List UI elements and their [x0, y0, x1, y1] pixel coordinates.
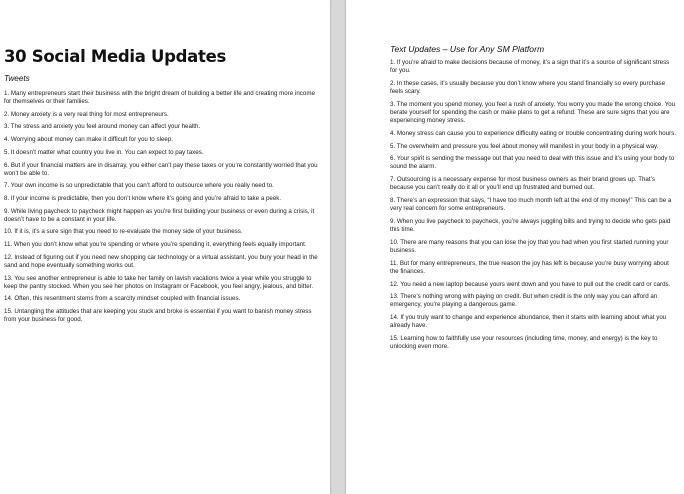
- list-item: 1. If you’re afraid to make decisions because of money, it’s a sign that it’s a source of significant stress for you.: [390, 59, 670, 75]
- list-item: 14. Often, this resentment stems from a scarcity mindset coupled with financial issues.: [4, 295, 241, 303]
- list-item: 6. But if your financial matters are in disarray, you either can’t pay these taxes or you’re constantly worried that you won’t be able to.: [4, 161, 318, 177]
- list-item: 14. If you truly want to change and experience abundance, then it starts with learning about what you already have.: [390, 314, 667, 330]
- list-item: 2. Money anxiety is a very real thing for most entrepreneurs.: [4, 110, 169, 118]
- document-page-right: [346, 0, 684, 494]
- document-title: 30 Social Media Updates: [4, 47, 227, 66]
- list-item: 12. Instead of figuring out if you need new shopping car technology or a virtual assistant, you bury your head in the sand and hope eventually something works out.: [4, 253, 318, 269]
- list-item: 9. While living paycheck to paycheck might happen as you’re first building your business or even during a crisis, it doesn’t have to be a constant in your life.: [4, 207, 315, 223]
- list-item: 8. If your income is predictable, then you don’t know where it’s going and you’re afraid to take a peek.: [4, 195, 282, 202]
- list-item: 4. Worrying about money can make it difficult for you to sleep.: [4, 136, 173, 144]
- tweets-list: [4, 90, 322, 324]
- list-item: 9. When you live paycheck to paycheck, you’re always juggling bills and trying to decide who gets paid this time.: [390, 217, 671, 233]
- list-item: 12. You need a new laptop because yours went down and you have to pull out the credit card or cards.: [390, 280, 671, 288]
- list-item: 7. Outsourcing is a necessary expense for most business owners as their brand grows up. That’s because you can’t really do it all or you’ll end up frustrated and burned out.: [390, 176, 655, 192]
- list-item: 15. Untangling the attitudes that are keeping you stuck and broke is essential if you want to banish money stress from your business for good.: [4, 308, 312, 324]
- text-updates-list: [390, 59, 678, 351]
- list-item: 10. If it is, it’s a sure sign that you need to re-evaluate the money side of your business.: [4, 228, 243, 236]
- list-item: 13. You see another entrepreneur is able to take her family on lavish vacations twice a year while you struggle to keep the pantry stocked. When you see her photos on Instagram or Facebook, you feel angry, jealous, and bitter.: [4, 274, 314, 290]
- list-item: 3. The stress and anxiety you feel around money can affect your health.: [4, 123, 201, 131]
- list-item: 2. In these cases, it’s usually because you don’t know where you stand financially so every purchase feels scary.: [390, 79, 666, 95]
- list-item: 1. Many entrepreneurs start their business with the bright dream of building a better life and creating more income for themselves or their families.: [4, 90, 315, 106]
- section-heading-text-updates: Text Updates – Use for Any SM Platform: [390, 44, 545, 54]
- list-item: 10. There are many reasons that you can lose the joy that you had when you first started running your business.: [390, 238, 669, 254]
- list-item: 11. When you don’t know what you’re spending or where you’re spending it, everything feels equally important.: [4, 241, 307, 249]
- list-item: 6. Your spirit is sending the message out that you need to deal with this issue and it’s using your body to sound the alarm.: [390, 155, 675, 171]
- list-item: 15. Learning how to faithfully use your resources (including time, money, and energy) is the key to unlocking even more.: [390, 335, 658, 351]
- list-item: 5. The overwhelm and pressure you feel about money will manifest in your body in a physical way.: [390, 142, 659, 150]
- list-item: 5. It doesn’t matter what country you live in. You can expect to pay taxes.: [4, 148, 204, 156]
- list-item: 4. Money stress can cause you to experience difficulty eating or trouble concentrating during work hours.: [390, 129, 677, 137]
- list-item: 3. The moment you spend money, you feel a rush of anxiety. You worry you made the wrong choice. You berate yourself for spending the cash or make plans to get a refund. These are sure signs that you are experiencing money stress.: [390, 100, 676, 124]
- list-item: 7. Your own income is so unpredictable that you can’t afford to outsource where you really need to.: [4, 182, 274, 190]
- document-page-left: [0, 0, 330, 494]
- list-item: 11. But for many entrepreneurs, the true reason the joy has left is because you’re busy worrying about the finances.: [390, 259, 669, 275]
- list-item: 8. There’s an expression that says, “I have too much month left at the end of my money!” This can be a very real concern for some entrepreneurs.: [390, 197, 672, 213]
- list-item: 13. There’s nothing wrong with paying on credit. But when credit is the only way you can afford an emergency, you’re playing a dangerous game.: [390, 293, 658, 309]
- section-heading-tweets: Tweets: [4, 74, 30, 83]
